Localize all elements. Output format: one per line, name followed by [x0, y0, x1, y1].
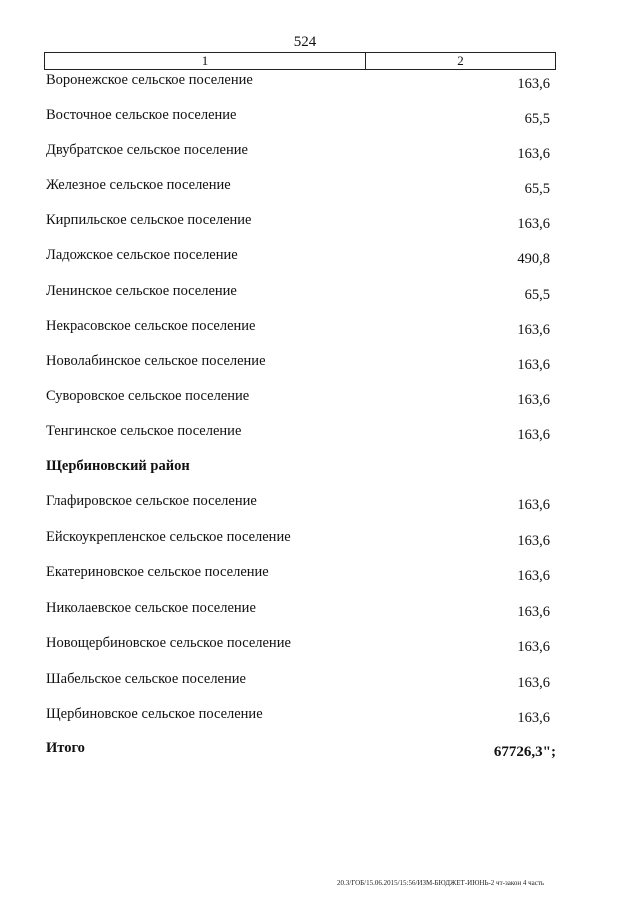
row-value: 163,6 — [517, 533, 550, 549]
row-name: Восточное сельское поселение — [46, 107, 237, 123]
row-value: 163,6 — [517, 392, 550, 408]
row-value: 65,5 — [524, 111, 550, 127]
row-value: 163,6 — [517, 497, 550, 513]
row-value: 65,5 — [524, 287, 550, 303]
row-name: Ейскоукрепленское сельское поселение — [46, 529, 291, 545]
table-row — [46, 564, 550, 584]
district-name: Щербиновский район — [46, 458, 190, 474]
table-row — [46, 247, 550, 267]
row-value: 163,6 — [517, 710, 550, 726]
row-value: 163,6 — [517, 568, 550, 584]
row-name: Новолабинское сельское поселение — [46, 353, 266, 369]
table-row — [46, 107, 550, 127]
row-name: Суворовское сельское поселение — [46, 388, 250, 404]
row-value: 163,6 — [517, 639, 550, 655]
row-value: 163,6 — [517, 146, 550, 162]
row-value: 163,6 — [517, 357, 550, 373]
total-label: Итого — [46, 740, 85, 756]
total-value: 67726,3"; — [493, 744, 556, 760]
table-row — [46, 671, 550, 691]
table-row — [46, 353, 550, 373]
row-name: Железное сельское поселение — [46, 177, 231, 193]
row-value: 163,6 — [517, 76, 550, 92]
district-heading — [46, 458, 550, 478]
row-name: Тенгинское сельское поселение — [46, 423, 242, 439]
table-header-col1: 1 — [45, 53, 366, 69]
row-name: Двубратское сельское поселение — [46, 142, 248, 158]
page-number: 524 — [293, 34, 317, 50]
row-value: 163,6 — [517, 604, 550, 620]
table-header — [44, 52, 556, 70]
row-name: Ладожское сельское поселение — [46, 247, 238, 263]
table-row — [46, 706, 550, 726]
table-row — [46, 283, 550, 303]
row-value: 163,6 — [517, 427, 550, 443]
table-row — [46, 635, 550, 655]
row-value: 163,6 — [517, 322, 550, 338]
row-name: Ленинское сельское поселение — [46, 283, 237, 299]
row-name: Воронежское сельское поселение — [46, 72, 253, 88]
table-row — [46, 212, 550, 232]
total-row — [46, 740, 556, 760]
row-name: Щербиновское сельское поселение — [46, 706, 263, 722]
row-value: 163,6 — [517, 675, 550, 691]
table-row — [46, 142, 550, 162]
footer-doc-code: 20.3/ГОБ/15.06.2015/15:56/ИЗМ-БЮДЖЕТ-ИЮНЬ-2 чт-закон 4 часть — [337, 879, 545, 887]
row-name: Новощербиновское сельское поселение — [46, 635, 291, 651]
row-value: 163,6 — [517, 216, 550, 232]
table-header-col2: 2 — [457, 53, 464, 68]
table-row — [46, 493, 550, 513]
row-name: Кирпильское сельское поселение — [46, 212, 252, 228]
table-row — [46, 388, 550, 408]
row-name: Некрасовское сельское поселение — [46, 318, 256, 334]
row-value: 65,5 — [524, 181, 550, 197]
table-row — [46, 423, 550, 443]
table-row — [46, 600, 550, 620]
table-row — [46, 177, 550, 197]
row-name: Шабельское сельское поселение — [46, 671, 246, 687]
row-name: Глафировское сельское поселение — [46, 493, 257, 509]
table-row — [46, 72, 550, 92]
row-name: Екатериновское сельское поселение — [46, 564, 269, 580]
row-value: 490,8 — [517, 251, 550, 267]
table-row — [46, 529, 550, 549]
row-name: Николаевское сельское поселение — [46, 600, 256, 616]
table-row — [46, 318, 550, 338]
